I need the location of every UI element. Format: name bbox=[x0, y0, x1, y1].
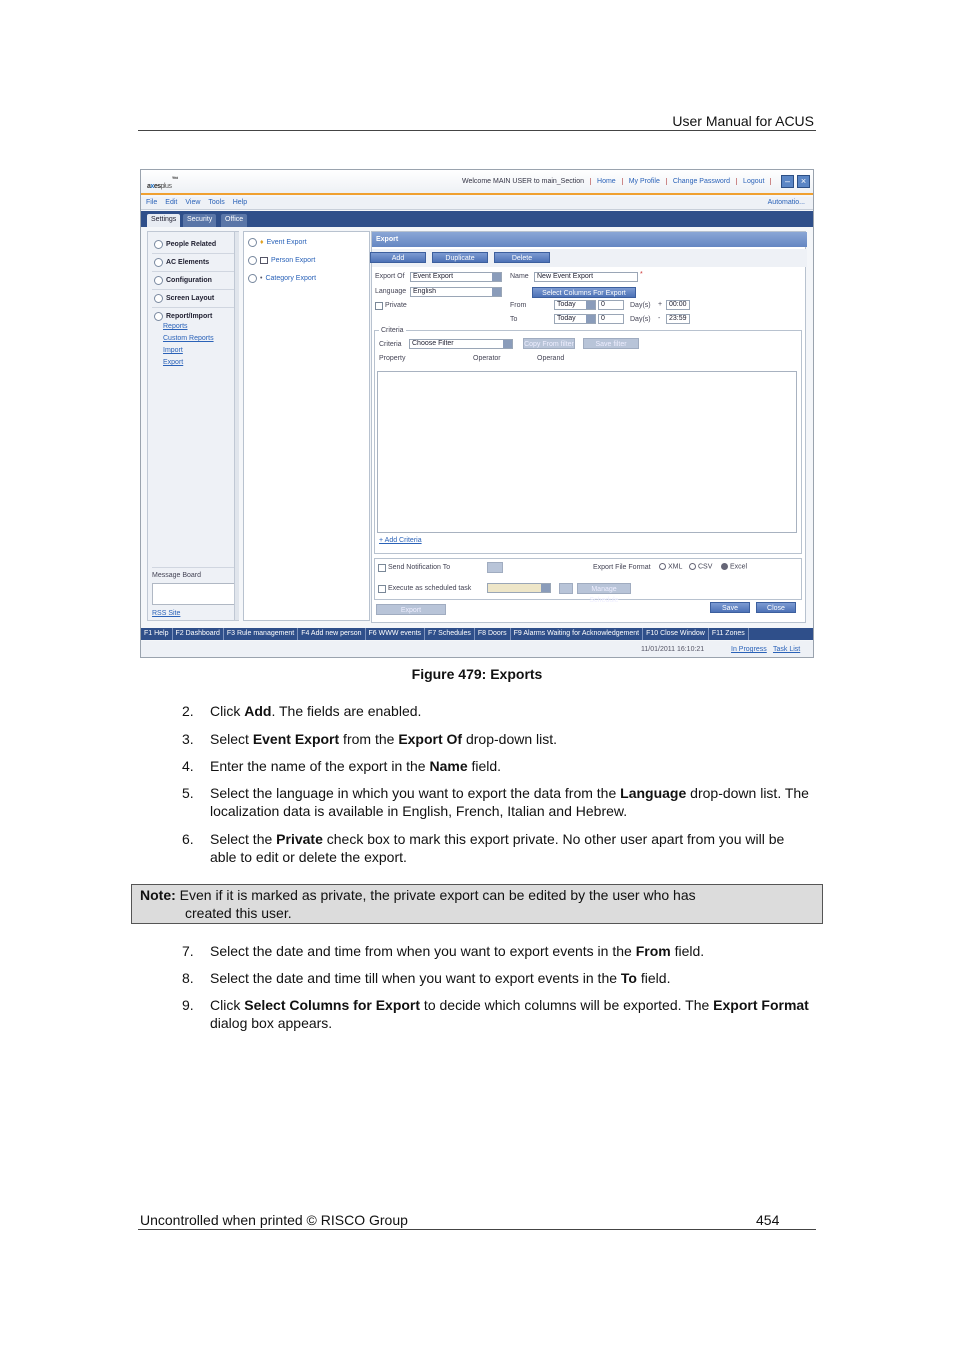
note-line-1: Even if it is marked as private, the private export can be edited by the user who has bbox=[175, 887, 696, 903]
menu-view[interactable]: View bbox=[185, 199, 201, 206]
step-bold-text: Name bbox=[429, 758, 468, 774]
expand-icon bbox=[248, 238, 257, 247]
expand-icon bbox=[154, 294, 163, 303]
fkey-f8[interactable]: F8 Doors bbox=[475, 628, 511, 640]
menu-bar bbox=[141, 197, 814, 210]
duplicate-button[interactable]: Duplicate bbox=[432, 252, 488, 263]
step-text: Select bbox=[210, 731, 253, 747]
from-day-dropdown[interactable]: Today bbox=[554, 300, 596, 310]
save-filter-button[interactable]: Save filter bbox=[583, 338, 639, 349]
criteria-dropdown[interactable]: Choose Filter bbox=[409, 339, 513, 349]
step-text: Click bbox=[210, 997, 245, 1013]
add-button[interactable]: Add bbox=[370, 252, 426, 263]
step-bold-text: Private bbox=[276, 831, 323, 847]
footer-rule bbox=[138, 1229, 816, 1230]
nav-link-reports[interactable]: Reports bbox=[163, 323, 188, 330]
criteria-label: Criteria bbox=[379, 341, 402, 348]
column-operator: Operator bbox=[473, 355, 501, 362]
figure-caption: Figure 479: Exports bbox=[411, 666, 543, 682]
to-num-input[interactable]: 0 bbox=[598, 314, 624, 324]
save-button[interactable]: Save bbox=[710, 602, 750, 613]
step-text: Enter the name of the export in the bbox=[210, 758, 430, 774]
format-excel-radio[interactable]: Excel bbox=[721, 563, 747, 570]
divider bbox=[152, 567, 236, 568]
menu-help[interactable]: Help bbox=[232, 199, 248, 206]
tab-settings[interactable]: Settings bbox=[147, 214, 180, 227]
tree-item-person-export[interactable]: Person Export bbox=[248, 256, 315, 265]
welcome-text: Welcome MAIN USER to main_Section bbox=[456, 178, 591, 185]
language-dropdown[interactable]: English bbox=[410, 287, 502, 297]
export-of-dropdown[interactable]: Event Export bbox=[410, 272, 502, 282]
step-text: field. bbox=[637, 970, 671, 986]
app-screenshot bbox=[140, 169, 814, 658]
criteria-group bbox=[374, 327, 802, 554]
change-password-link[interactable]: Change Password bbox=[667, 178, 737, 185]
export-button-row bbox=[372, 249, 807, 267]
notification-picker-button[interactable] bbox=[487, 562, 503, 573]
export-tree-panel bbox=[243, 231, 370, 621]
step-bold-text: Language bbox=[620, 785, 687, 801]
from-days-label: Day(s) bbox=[630, 302, 651, 309]
criteria-group-title: Criteria bbox=[381, 327, 404, 334]
tree-item-category-export[interactable]: • Category Export bbox=[248, 274, 316, 283]
from-label: From bbox=[510, 302, 527, 309]
menu-file[interactable]: File bbox=[146, 199, 158, 206]
status-bar bbox=[141, 641, 814, 658]
fkey-f2[interactable]: F2 Dashboard bbox=[173, 628, 224, 640]
fkey-f10[interactable]: F10 Close Window bbox=[643, 628, 709, 640]
from-num-input[interactable]: 0 bbox=[598, 300, 624, 310]
step-bold-text: Event Export bbox=[252, 731, 340, 747]
send-notification-checkbox[interactable] bbox=[378, 564, 386, 572]
nav-link-export[interactable]: Export bbox=[163, 359, 184, 366]
note-line-2: created this user. bbox=[185, 905, 292, 921]
automation-link[interactable]: Automatio... bbox=[767, 199, 805, 206]
collapse-icon bbox=[154, 312, 163, 321]
schedule-picker-button[interactable] bbox=[559, 583, 573, 594]
format-xml-radio[interactable]: XML bbox=[659, 563, 682, 570]
radio-icon bbox=[689, 563, 696, 570]
export-main-panel bbox=[371, 231, 806, 623]
fkey-f1[interactable]: F1 Help bbox=[141, 628, 173, 640]
column-property: Property bbox=[379, 355, 406, 362]
export-file-format-label: Export File Format bbox=[593, 564, 651, 571]
step-text: field. bbox=[467, 758, 502, 774]
nav-link-custom-reports[interactable]: Custom Reports bbox=[163, 335, 214, 342]
radio-selected-icon bbox=[721, 563, 728, 570]
execute-scheduled-checkbox[interactable] bbox=[378, 585, 386, 593]
expand-icon bbox=[154, 276, 163, 285]
manage-schedule-button[interactable]: Manage Schedule bbox=[577, 583, 631, 594]
expand-icon bbox=[248, 256, 257, 265]
export-title: Export bbox=[372, 232, 807, 247]
home-link[interactable]: Home bbox=[591, 178, 623, 185]
step-bold-text: From bbox=[635, 943, 671, 959]
minimize-icon[interactable]: – bbox=[781, 175, 794, 188]
axesplus-logo: axesplus™ bbox=[147, 176, 178, 190]
message-board-label: Message Board bbox=[152, 572, 202, 579]
in-progress-link[interactable]: In Progress bbox=[731, 646, 767, 653]
step-text: to decide which columns will be exported. The bbox=[420, 997, 714, 1013]
step-text: field. bbox=[670, 943, 705, 959]
category-icon: • bbox=[260, 275, 263, 282]
menu-edit[interactable]: Edit bbox=[165, 199, 178, 206]
to-label: To bbox=[510, 316, 518, 323]
format-csv-radio[interactable]: CSV bbox=[689, 563, 712, 570]
step-text: Select the language in which you want to export the data from the bbox=[210, 785, 621, 801]
options-group bbox=[374, 558, 802, 604]
nav-people-related[interactable]: People Related bbox=[154, 240, 216, 249]
fkey-f4[interactable]: F4 Add new person bbox=[298, 628, 365, 640]
divider bbox=[152, 289, 236, 290]
bulb-icon: ♦ bbox=[260, 239, 264, 246]
note-box bbox=[131, 884, 823, 924]
step-bold-text: Select Columns for Export bbox=[244, 997, 421, 1013]
step-text: drop-down list. bbox=[462, 731, 558, 747]
logout-link[interactable]: Logout bbox=[737, 178, 771, 185]
send-notification-label: Send Notification To bbox=[388, 564, 451, 571]
step-text: Select the date and time till when you want to export events in the bbox=[210, 970, 621, 986]
fkey-f3[interactable]: F3 Rule management bbox=[224, 628, 298, 640]
fkey-f6[interactable]: F6 WWW events bbox=[366, 628, 426, 640]
close-icon[interactable]: × bbox=[797, 175, 810, 188]
to-sep: - bbox=[658, 315, 661, 322]
panel-splitter[interactable] bbox=[234, 232, 239, 620]
step-text: . The fields are enabled. bbox=[271, 703, 422, 719]
step-text: Select the bbox=[210, 831, 277, 847]
nav-report-import[interactable]: Report/Import bbox=[154, 312, 212, 321]
add-criteria-link[interactable]: + Add Criteria bbox=[379, 537, 422, 544]
divider bbox=[152, 253, 236, 254]
column-operand: Operand bbox=[537, 355, 565, 362]
export-button[interactable]: Export bbox=[376, 604, 446, 615]
step-bold-text: Export Of bbox=[398, 731, 463, 747]
from-sep: + bbox=[658, 301, 663, 308]
menu-tools[interactable]: Tools bbox=[208, 199, 225, 206]
step-text: dialog box appears. bbox=[210, 1015, 333, 1031]
nav-link-import[interactable]: Import bbox=[163, 347, 183, 354]
message-board-box[interactable] bbox=[152, 583, 236, 605]
required-mark: * bbox=[640, 271, 643, 278]
page-header-text: User Manual for ACUS bbox=[672, 113, 814, 129]
close-button[interactable]: Close bbox=[756, 602, 796, 613]
private-label: Private bbox=[385, 302, 407, 309]
step-text: drop-down list. The localization data is available in English, French, Italian and Hebrew. bbox=[210, 785, 809, 819]
nav-configuration[interactable]: Configuration bbox=[154, 276, 212, 285]
rss-site-link[interactable]: RSS Site bbox=[152, 610, 181, 617]
left-nav-panel bbox=[147, 231, 239, 621]
tab-bar bbox=[141, 211, 814, 227]
expand-icon bbox=[154, 240, 163, 249]
nav-screen-layout[interactable]: Screen Layout bbox=[154, 294, 214, 303]
note-label: Note: bbox=[140, 887, 176, 903]
name-input[interactable]: New Event Export bbox=[534, 272, 638, 282]
delete-button[interactable]: Delete bbox=[494, 252, 550, 263]
name-label: Name bbox=[510, 273, 529, 280]
select-columns-button[interactable]: Select Columns For Export bbox=[532, 287, 636, 298]
to-day-dropdown[interactable]: Today bbox=[554, 314, 596, 324]
card-icon bbox=[260, 257, 268, 264]
criteria-grid[interactable] bbox=[377, 371, 797, 533]
divider bbox=[152, 307, 236, 308]
from-time-input[interactable]: 00:00 bbox=[666, 300, 690, 310]
my-profile-link[interactable]: My Profile bbox=[623, 178, 667, 185]
expand-icon bbox=[154, 258, 163, 267]
radio-icon bbox=[659, 563, 666, 570]
step-bold-text: To bbox=[620, 970, 637, 986]
step-text: Select the date and time from when you want to export events in the bbox=[210, 943, 636, 959]
expand-icon bbox=[248, 274, 257, 283]
to-time-input[interactable]: 23:59 bbox=[666, 314, 690, 324]
step-text: from the bbox=[339, 731, 399, 747]
copy-from-filter-button[interactable]: Copy From filter bbox=[523, 338, 575, 349]
scheduled-task-dropdown[interactable] bbox=[487, 583, 551, 593]
step-text: Click bbox=[210, 703, 245, 719]
tab-office[interactable]: Office bbox=[221, 214, 247, 227]
language-label: Language bbox=[375, 288, 407, 295]
nav-ac-elements[interactable]: AC Elements bbox=[154, 258, 209, 267]
task-list-link[interactable]: Task List bbox=[773, 646, 801, 653]
fkey-f9[interactable]: F9 Alarms Waiting for Acknowledgement bbox=[511, 628, 643, 640]
export-of-label: Export Of bbox=[375, 273, 405, 280]
footer-copyright: Uncontrolled when printed © RISCO Group bbox=[140, 1212, 408, 1228]
header-rule bbox=[138, 130, 816, 131]
step-bold-text: Add bbox=[244, 703, 272, 719]
private-checkbox[interactable] bbox=[375, 302, 383, 310]
tab-security[interactable]: Security bbox=[183, 214, 216, 227]
page-number: 454 bbox=[756, 1212, 780, 1228]
step-text: check box to mark this export private. No other user apart from you will be able to edit or delete the export. bbox=[210, 831, 785, 865]
step-bold-text: Export Format bbox=[713, 997, 809, 1013]
divider bbox=[152, 271, 236, 272]
tree-item-event-export[interactable]: ♦ Event Export bbox=[248, 238, 307, 247]
fkey-f7[interactable]: F7 Schedules bbox=[425, 628, 475, 640]
execute-scheduled-label: Execute as scheduled task bbox=[388, 585, 472, 592]
status-datetime: 11/01/2011 16:10:21 bbox=[641, 646, 705, 653]
fkey-f11[interactable]: F11 Zones bbox=[709, 628, 749, 640]
to-days-label: Day(s) bbox=[630, 316, 651, 323]
top-links bbox=[456, 178, 771, 185]
function-key-bar bbox=[141, 628, 814, 640]
app-top-bar bbox=[141, 170, 814, 195]
